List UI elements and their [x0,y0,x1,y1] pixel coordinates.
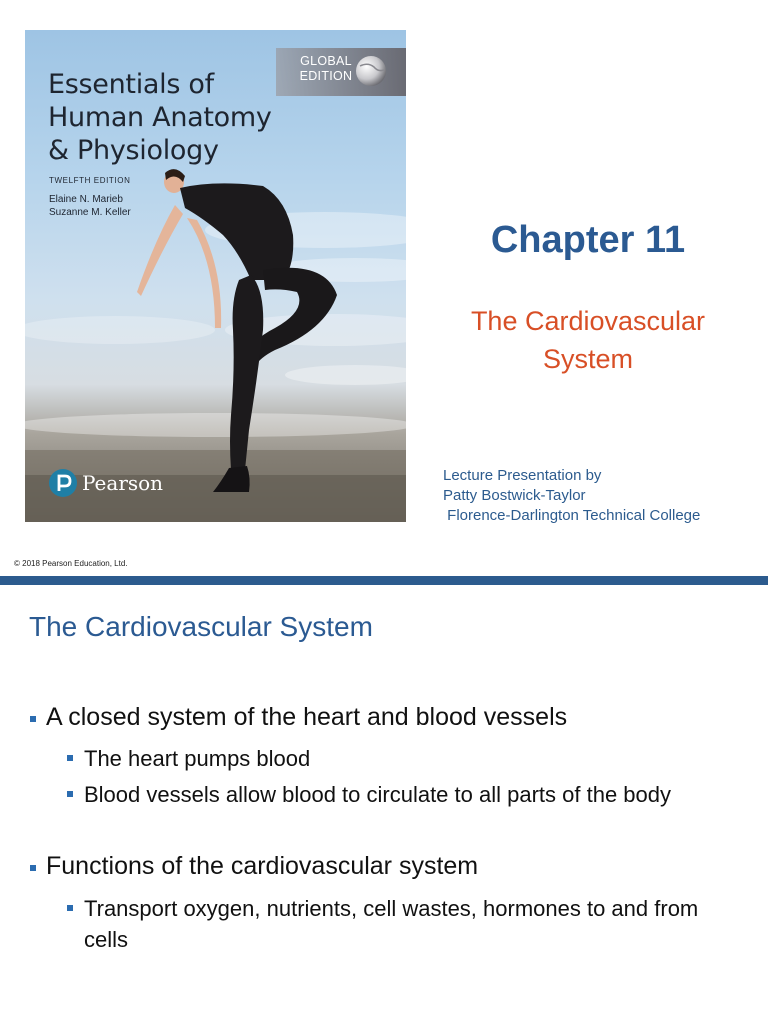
lecture-line: Patty Bostwick-Taylor [443,487,586,504]
sub-bullet-item: Blood vessels allow blood to circulate to all parts of the body [67,779,727,810]
cover-title: Essentials of Human Anatomy & Physiology [48,69,272,166]
lecture-line: Lecture Presentation by [443,467,602,484]
badge-line: GLOBAL [300,54,352,68]
bullet-item: A closed system of the heart and blood vessels [30,703,567,732]
lecture-line: Florence-Darlington Technical College [443,507,701,524]
cover-author: Suzanne M. Keller [49,207,131,218]
sub-bullet-item: Transport oxygen, nutrients, cell wastes, hormones to and from cells [67,893,727,955]
book-cover [25,30,406,522]
cover-authors [49,193,131,219]
bullet-marker [30,716,36,722]
global-edition-badge [276,48,406,96]
bullet-marker [30,865,36,871]
globe-icon [354,54,388,88]
slide-divider [0,576,768,585]
bullet-item: Functions of the cardiovascular system [30,852,478,881]
bullet-marker [67,791,73,797]
sub-bullet-item: The heart pumps blood [67,743,727,774]
bullet-marker [67,905,73,911]
badge-line: EDITION [299,69,353,83]
publisher-name: Pearson [82,471,164,495]
cover-edition: TWELFTH EDITION [49,176,131,185]
chapter-subtitle: The Cardiovascular System [470,306,706,374]
bullet-marker [67,755,73,761]
chapter-title: Chapter 11 [490,219,686,261]
pearson-logo-icon [48,468,78,498]
lecture-credits [443,466,700,526]
copyright-notice: © 2018 Pearson Education, Ltd. [14,559,128,568]
slide-title: The Cardiovascular System [29,611,373,642]
content-slide [0,585,768,1024]
cover-author: Elaine N. Marieb [49,194,123,205]
